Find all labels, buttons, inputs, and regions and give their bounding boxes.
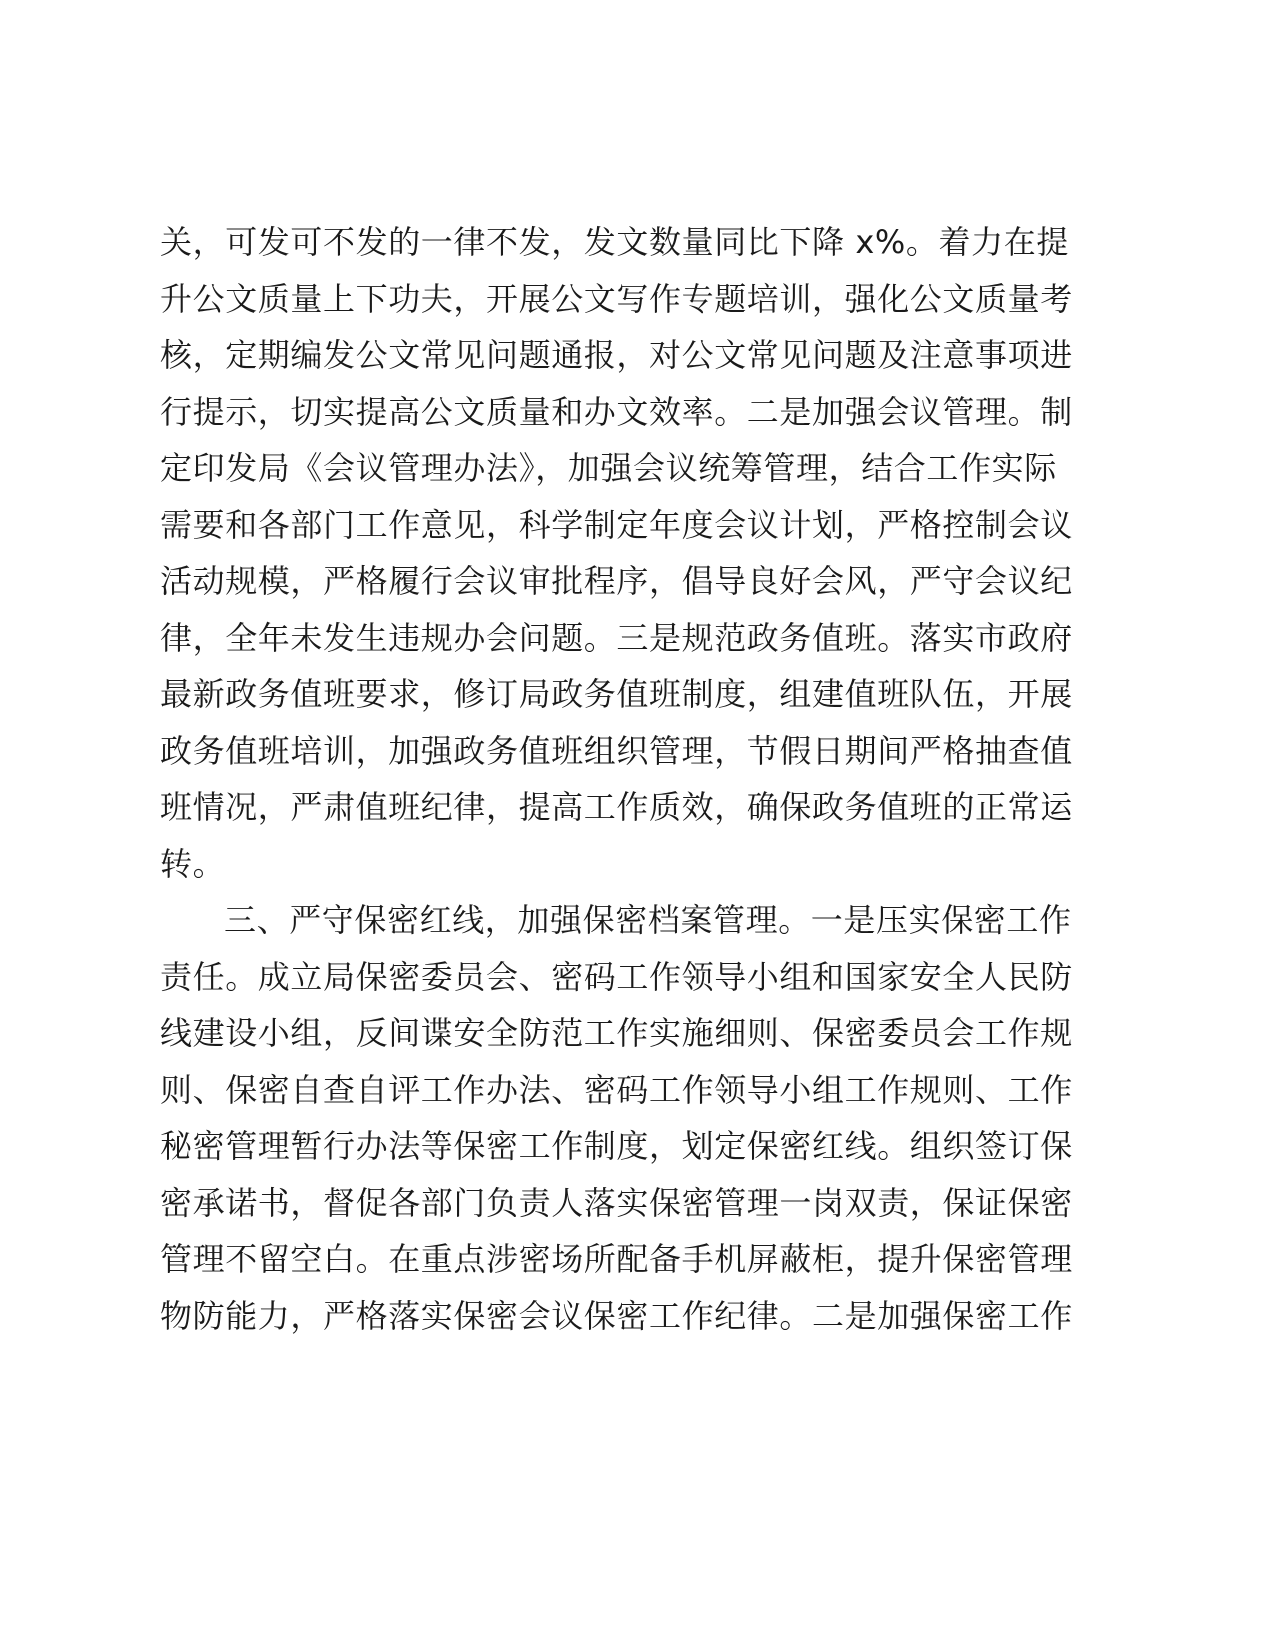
text-line: 需要和各部门工作意见，科学制定年度会议计划，严格控制会议 bbox=[160, 505, 1073, 544]
text-line: 关，可发可不发的一律不发，发文数量同比下降 x%。着力在提 bbox=[160, 223, 1069, 261]
text-line: 则、保密自查自评工作办法、密码工作领导小组工作规则、工作 bbox=[160, 1070, 1073, 1109]
text-line: 物防能力，严格落实保密会议保密工作纪律。二是加强保密工作 bbox=[160, 1296, 1073, 1335]
text-line: 班情况，严肃值班纪律，提高工作质效，确保政务值班的正常运 bbox=[160, 788, 1073, 826]
text-line: 责任。成立局保密委员会、密码工作领导小组和国家安全人民防 bbox=[160, 957, 1073, 996]
text-line: 活动规模，严格履行会议审批程序，倡导良好会风，严守会议纪 bbox=[160, 562, 1073, 600]
text-line: 升公文质量上下功夫，开展公文写作专题培训，强化公文质量考 bbox=[160, 279, 1073, 318]
text-line: 政务值班培训，加强政务值班组织管理，节假日期间严格抽查值 bbox=[160, 731, 1073, 770]
text-line: 管理不留空白。在重点涉密场所配备手机屏蔽柜，提升保密管理 bbox=[160, 1240, 1073, 1278]
text-line: 核，定期编发公文常见问题通报，对公文常见问题及注意事项进 bbox=[160, 336, 1073, 374]
paragraph-start-line: 三、严守保密红线，加强保密档案管理。一是压实保密工作 bbox=[224, 901, 1072, 939]
text-line: 密承诺书，督促各部门负责人落实保密管理一岗双责，保证保密 bbox=[160, 1183, 1073, 1222]
text-line: 转。 bbox=[160, 844, 226, 883]
document-body bbox=[160, 214, 1073, 1344]
text-line: 秘密管理暂行办法等保密工作制度，划定保密红线。组织签订保 bbox=[160, 1127, 1073, 1165]
text-line: 线建设小组，反间谍安全防范工作实施细则、保密委员会工作规 bbox=[160, 1014, 1073, 1052]
text-line: 行提示，切实提高公文质量和办文效率。二是加强会议管理。制 bbox=[160, 392, 1073, 431]
text-line: 律，全年未发生违规办会问题。三是规范政务值班。落实市政府 bbox=[160, 618, 1073, 657]
text-line: 最新政务值班要求，修订局政务值班制度，组建值班队伍，开展 bbox=[160, 675, 1073, 713]
text-line: 定印发局《会议管理办法》，加强会议统筹管理，结合工作实际 bbox=[160, 449, 1057, 487]
